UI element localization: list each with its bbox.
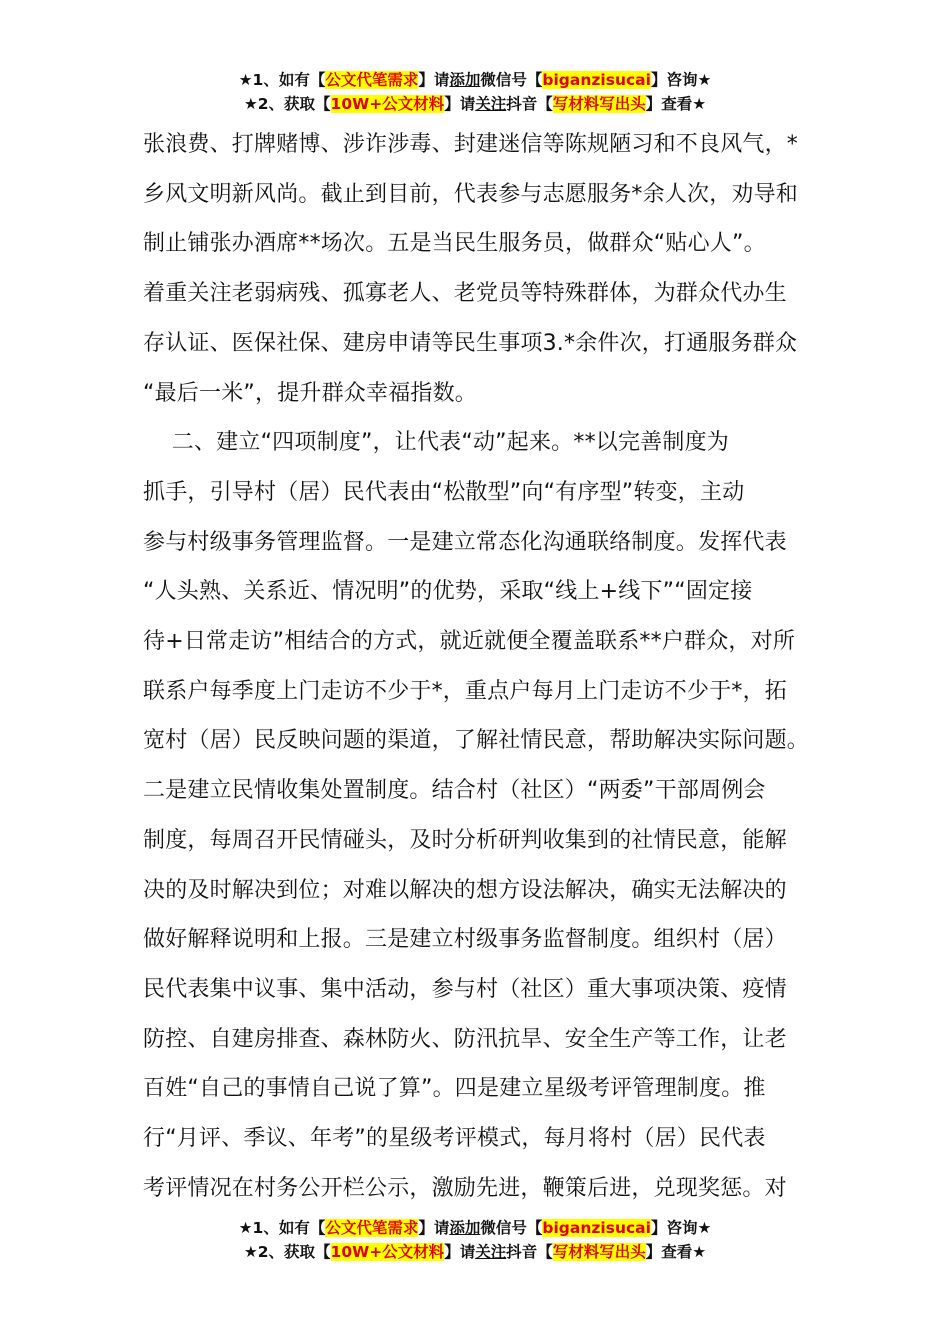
body-line: 存认证、医保社保、建房申请等民生事项3.*余件次，打通服务群众: [143, 330, 798, 356]
banner-1-highlight-wechat: biganzisucai: [542, 71, 651, 89]
banner-1-suffix: 】咨询★: [650, 1219, 712, 1237]
banner-2-highlight-materials: 10W+公文材料: [330, 1243, 445, 1261]
banner-line-1: [0, 68, 950, 92]
banner-1-prefix: ★1、如有【: [238, 71, 326, 89]
banner-1-highlight-service: 公文代笔需求: [325, 1219, 419, 1237]
banner-2-suffix: 】查看★: [645, 1243, 707, 1261]
body-line: 参与村级事务管理监督。一是建立常态化沟通联络制度。发挥代表: [143, 529, 787, 555]
body-line: 防控、自建房排查、森林防火、防汛抗旱、安全生产等工作，让老: [143, 1026, 787, 1052]
document-body: [143, 120, 815, 1213]
body-line: 制止铺张办酒席**场次。五是当民生服务员，做群众“贴心人”。: [143, 231, 766, 257]
body-line: 联系户每季度上门走访不少于*，重点户每月上门走访不少于*，拓: [143, 678, 788, 704]
section-heading-line: 二、建立“四项制度”，让代表“动”起来。**以完善制度为: [143, 430, 729, 456]
body-line: 考评情况在村务公开栏公示，激励先进，鞭策后进，兑现奖惩。对: [143, 1175, 787, 1201]
body-line: 做好解释说明和上报。三是建立村级事务监督制度。组织村（居）: [143, 927, 787, 953]
top-banner: [0, 68, 950, 116]
body-line: 民代表集中议事、集中活动，参与村（社区）重大事项决策、疫情: [143, 976, 787, 1002]
banner-1-emph: 添加: [449, 1219, 481, 1237]
banner-1-mid2: 微信号【: [480, 71, 543, 89]
banner-2-emph: 关注: [475, 95, 507, 113]
banner-2-mid2: 抖音【: [506, 95, 553, 113]
body-line: “人头熟、关系近、情况明”的优势，采取“线上+线下”“固定接: [143, 579, 753, 605]
banner-line-2: [0, 92, 950, 116]
body-line: 待+日常走访”相结合的方式，就近就便全覆盖联系**户群众，对所: [143, 629, 796, 655]
banner-1-mid: 】请: [418, 1219, 450, 1237]
body-line: 制度，每周召开民情碰头，及时分析研判收集到的社情民意，能解: [143, 827, 787, 853]
banner-1-mid2: 微信号【: [480, 1219, 543, 1237]
banner-2-highlight-douyin: 写材料写出头: [552, 1243, 646, 1261]
banner-1-mid: 】请: [418, 71, 450, 89]
body-line: 行“月评、季议、年考”的星级考评模式，每月将村（居）民代表: [143, 1126, 766, 1152]
banner-2-prefix: ★2、获取【: [243, 1243, 331, 1261]
body-line: 张浪费、打牌赌博、涉诈涉毒、封建迷信等陈规陋习和不良风气，*: [143, 132, 799, 157]
body-line: 抓手，引导村（居）民代表由“松散型”向“有序型”转变，主动: [143, 479, 745, 505]
body-line: 决的及时解决到位；对难以解决的想方设法解决，确实无法解决的: [143, 877, 787, 903]
body-line: 二是建立民情收集处置制度。结合村（社区）“两委”干部周例会: [143, 778, 766, 804]
banner-1-emph: 添加: [449, 71, 481, 89]
banner-2-prefix: ★2、获取【: [243, 95, 331, 113]
body-line: 宽村（居）民反映问题的渠道，了解社情民意，帮助解决实际问题。: [143, 728, 810, 754]
banner-line-1: [0, 1216, 950, 1240]
banner-1-highlight-service: 公文代笔需求: [325, 71, 419, 89]
banner-2-emph: 关注: [475, 1243, 507, 1261]
banner-2-mid2: 抖音【: [506, 1243, 553, 1261]
banner-1-suffix: 】咨询★: [650, 71, 712, 89]
banner-2-suffix: 】查看★: [645, 95, 707, 113]
banner-2-highlight-materials: 10W+公文材料: [330, 95, 445, 113]
body-line: 百姓“自己的事情自己说了算”。四是建立星级考评管理制度。推: [143, 1076, 766, 1102]
banner-2-highlight-douyin: 写材料写出头: [552, 95, 646, 113]
bottom-banner: [0, 1216, 950, 1264]
banner-2-mid: 】请: [444, 95, 476, 113]
banner-line-2: [0, 1240, 950, 1264]
body-line: 乡风文明新风尚。截止到目前，代表参与志愿服务*余人次，劝导和: [143, 181, 799, 207]
body-line: 着重关注老弱病残、孤寡老人、老党员等特殊群体，为群众代办生: [143, 281, 787, 307]
banner-1-highlight-wechat: biganzisucai: [542, 1219, 651, 1237]
banner-1-prefix: ★1、如有【: [238, 1219, 326, 1237]
banner-2-mid: 】请: [444, 1243, 476, 1261]
body-line: “最后一米”，提升群众幸福指数。: [143, 380, 477, 406]
